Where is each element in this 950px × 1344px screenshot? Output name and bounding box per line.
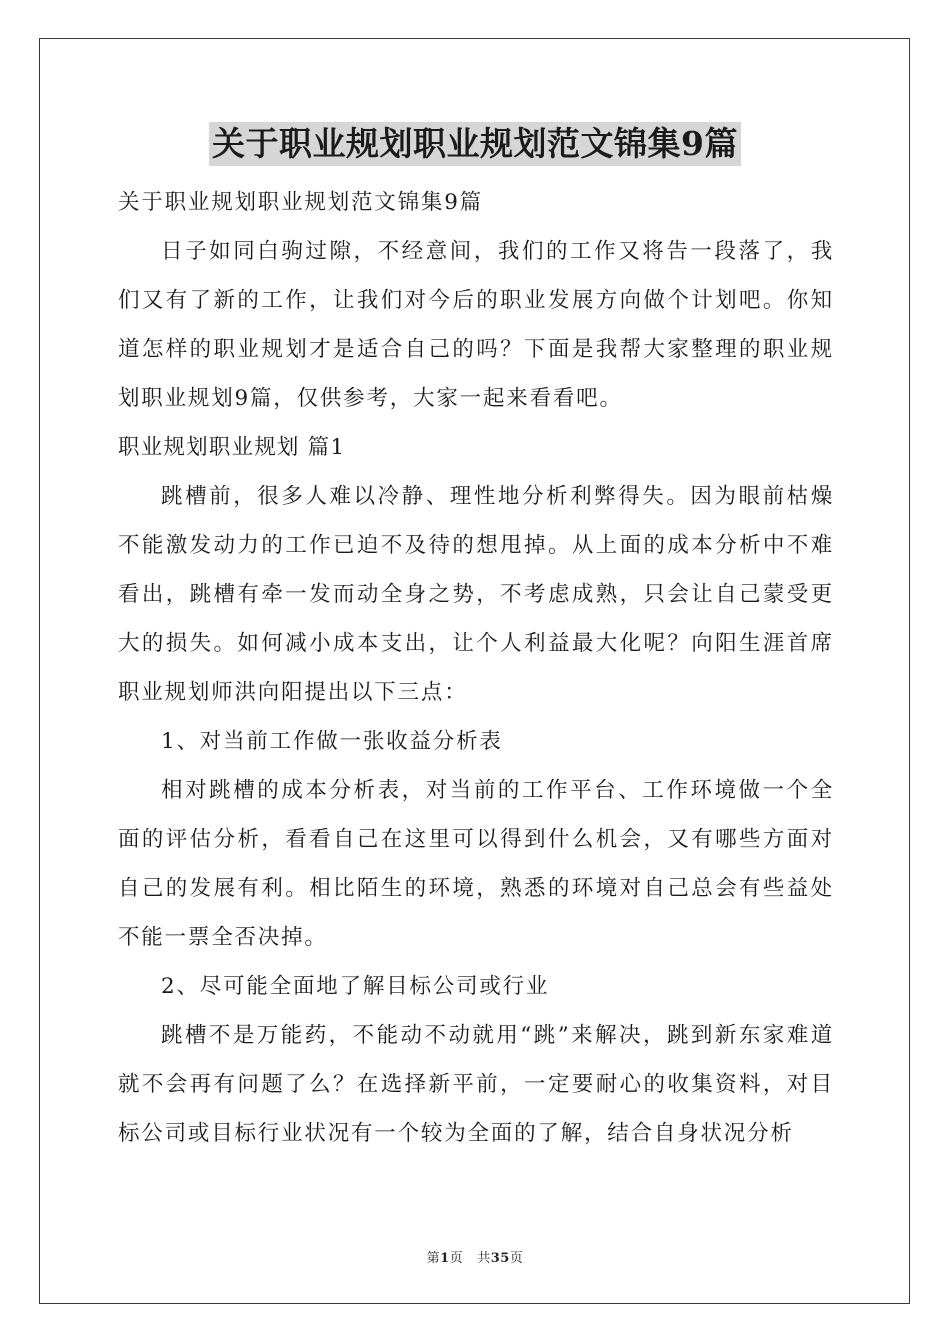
document-title: 关于职业规划职业规划范文锦集9篇 [209, 122, 741, 166]
item-1-body: 相对跳槽的成本分析表，对当前的工作平台、工作环境做一个全面的评估分析，看看自己在这里可以得到什么机会，又有哪些方面对自己的发展有利。相比陌生的环境，熟悉的环境对自己总会有些益处不能一票全否决掉。 [118, 778, 834, 950]
total-prefix: 共 [477, 1251, 491, 1266]
item-1-title: 1、对当前工作做一张收益分析表 [161, 729, 503, 754]
document-subtitle: 关于职业规划职业规划范文锦集9篇 [118, 190, 483, 215]
title-container [0, 122, 950, 166]
item-2-body: 跳槽不是万能药，不能动不动就用“跳”来解决，跳到新东家难道就不会再有问题了么？在选择新平前，一定要耐心的收集资料，对目标公司或目标行业状况有一个较为全面的了解，结合自身状况分析 [118, 1023, 834, 1146]
page-total: 35 [490, 1251, 510, 1266]
page-footer [0, 1247, 950, 1266]
total-unit: 页 [509, 1251, 524, 1266]
page-unit: 页 [449, 1251, 464, 1266]
item-2-title: 2、尽可能全面地了解目标公司或行业 [161, 974, 550, 999]
document-body [118, 178, 834, 1158]
body-paragraph: 跳槽前，很多人难以冷静、理性地分析利弊得失。因为眼前枯燥不能激发动力的工作已迫不及待的想甩掉。从上面的成本分析中不难看出，跳槽有牵一发而动全身之势，不考虑成熟，只会让自己蒙受更大的损失。如何减小成本支出，让个人利益最大化呢？向阳生涯首席职业规划师洪向阳提出以下三点： [118, 484, 834, 705]
section-heading: 职业规划职业规划 篇1 [118, 435, 346, 460]
page-current: 1 [440, 1251, 450, 1266]
intro-paragraph: 日子如同白驹过隙，不经意间，我们的工作又将告一段落了，我们又有了新的工作，让我们对今后的职业发展方向做个计划吧。你知道怎样的职业规划才是适合自己的吗？下面是我帮大家整理的职业规划职业规划9篇，仅供参考，大家一起来看看吧。 [118, 239, 834, 411]
page-prefix: 第 [426, 1251, 441, 1266]
